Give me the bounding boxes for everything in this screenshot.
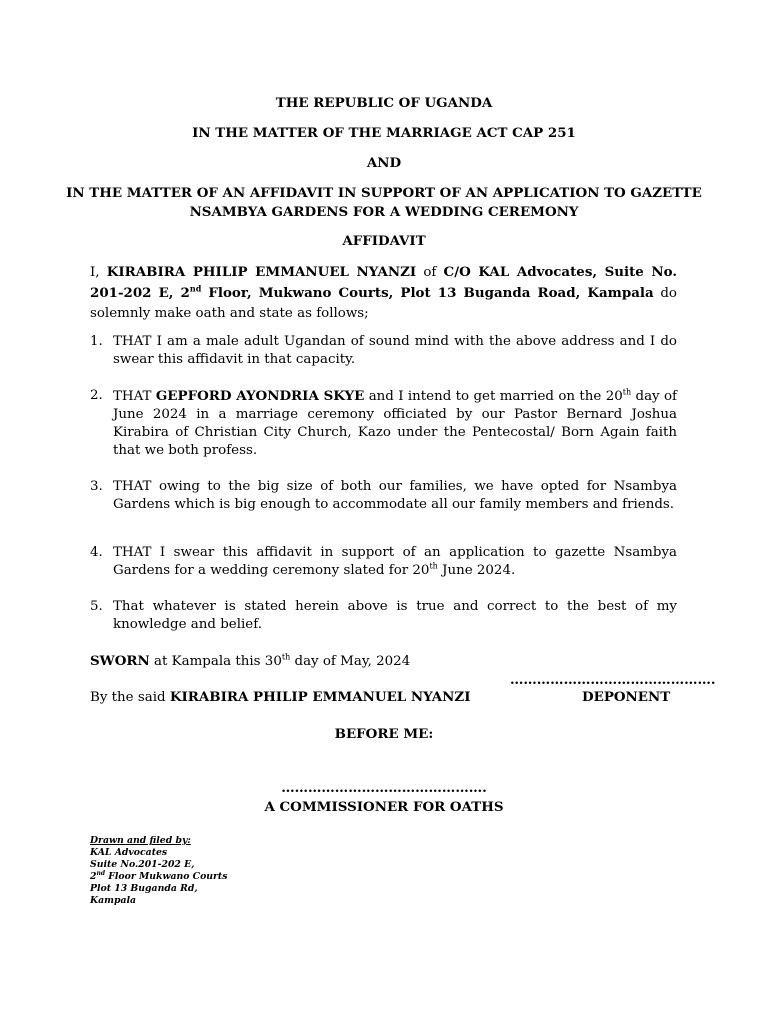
paragraph-2 bbox=[90, 387, 677, 460]
drawn-by-city: Kampala bbox=[90, 895, 137, 907]
paragraph-5 bbox=[90, 598, 677, 634]
deponent-signature-line: ………………………………………. bbox=[510, 672, 716, 688]
p4-sup: th bbox=[429, 561, 438, 571]
intro-suffix: do solemnly make oath and state as follows; bbox=[90, 286, 677, 321]
sworn-text-a: at Kampala this 30 bbox=[149, 654, 282, 669]
p2-text-a: THAT bbox=[113, 389, 156, 404]
deponent-name: KIRABIRA PHILIP EMMANUEL NYANZI bbox=[169, 689, 471, 705]
paragraph-4 bbox=[90, 544, 677, 580]
intro-prefix: I, bbox=[90, 265, 107, 280]
p2-text-b: and I intend to get married on the 20 bbox=[364, 389, 623, 404]
p2-sup: th bbox=[622, 387, 632, 397]
p2-spouse-name: GEPFORD AYONDRIA SKYE bbox=[155, 388, 365, 404]
sworn-line bbox=[90, 653, 410, 669]
by-the-said-line bbox=[90, 689, 470, 705]
intro-paragraph bbox=[90, 262, 677, 324]
paragraph-text: That whatever is stated herein above is true and correct to the best of my knowledge and belief. bbox=[113, 599, 677, 632]
by-the-said-text: By the said bbox=[90, 690, 170, 705]
intro-address-part2: Floor, Mukwano Courts, Plot 13 Buganda Road, Kampala bbox=[201, 285, 654, 301]
drawn-by-floor-a: 2 bbox=[90, 871, 97, 883]
drawn-by-floor-sup: nd bbox=[96, 870, 106, 878]
drawn-by-floor bbox=[90, 871, 227, 883]
p4-text-b: June 2024. bbox=[437, 563, 516, 578]
intro-address-sup: nd bbox=[189, 283, 202, 294]
drawn-by-header: Drawn and filed by: bbox=[90, 835, 191, 846]
heading-matter-act: IN THE MATTER OF THE MARRIAGE ACT CAP 251 bbox=[192, 125, 576, 141]
drawn-by-floor-b: Floor Mukwano Courts bbox=[105, 871, 228, 883]
paragraph-number: 5. bbox=[90, 599, 103, 614]
commissioner-label: A COMMISSIONER FOR OATHS bbox=[264, 799, 504, 815]
sworn-sup: th bbox=[281, 652, 291, 662]
heading-matter-affidavit-line2: NSAMBYA GARDENS FOR A WEDDING CEREMONY bbox=[189, 204, 579, 220]
drawn-by-plot: Plot 13 Buganda Rd, bbox=[90, 883, 198, 895]
commissioner-signature-line: ………………………………………. bbox=[281, 780, 487, 796]
deponent-label: DEPONENT bbox=[582, 689, 671, 705]
paragraph-number: 2. bbox=[90, 388, 103, 403]
paragraph-number: 1. bbox=[90, 334, 103, 349]
affidavit-title: AFFIDAVIT bbox=[342, 233, 426, 249]
before-me: BEFORE ME: bbox=[334, 726, 434, 742]
drawn-by-firm: KAL Advocates bbox=[90, 847, 168, 859]
p4-text-a: THAT I swear this affidavit in support of an application to gazette Nsambya Gardens for a wedding ceremony slated for 20 bbox=[113, 545, 677, 578]
paragraph-3 bbox=[90, 478, 677, 514]
paragraph-text bbox=[113, 544, 677, 580]
paragraph-text: THAT owing to the big size of both our families, we have opted for Nsambya Gardens which is big enough to accommodate all our family members and friends. bbox=[113, 479, 677, 512]
paragraph-number: 3. bbox=[90, 479, 103, 494]
heading-matter-affidavit-line1: IN THE MATTER OF AN AFFIDAVIT IN SUPPORT OF AN APPLICATION TO GAZETTE bbox=[66, 185, 702, 201]
heading-and: AND bbox=[366, 155, 402, 171]
heading-republic: THE REPUBLIC OF UGANDA bbox=[275, 95, 493, 111]
paragraph-number: 4. bbox=[90, 545, 103, 560]
drawn-by-suite: Suite No.201-202 E, bbox=[90, 859, 195, 871]
intro-deponent-name: KIRABIRA PHILIP EMMANUEL NYANZI bbox=[106, 264, 417, 280]
intro-of: of bbox=[416, 265, 444, 280]
drawn-and-filed-by bbox=[90, 835, 227, 908]
intro-address-part1: C/O KAL Advocates, Suite No. 201-202 E, 2 bbox=[90, 264, 677, 301]
paragraph-text bbox=[113, 387, 677, 460]
sworn-word: SWORN bbox=[90, 653, 150, 669]
sworn-text-b: day of May, 2024 bbox=[290, 654, 411, 669]
paragraph-1 bbox=[90, 333, 677, 369]
p2-text-c: day of June 2024 in a marriage ceremony officiated by our Pastor Bernard Joshua Kirabira of Christian City Church, Kazo under the Pentecostal/ Born Again faith that we both profess. bbox=[113, 389, 677, 458]
paragraph-text: THAT I am a male adult Ugandan of sound mind with the above address and I do swear this affidavit in that capacity. bbox=[113, 334, 677, 367]
